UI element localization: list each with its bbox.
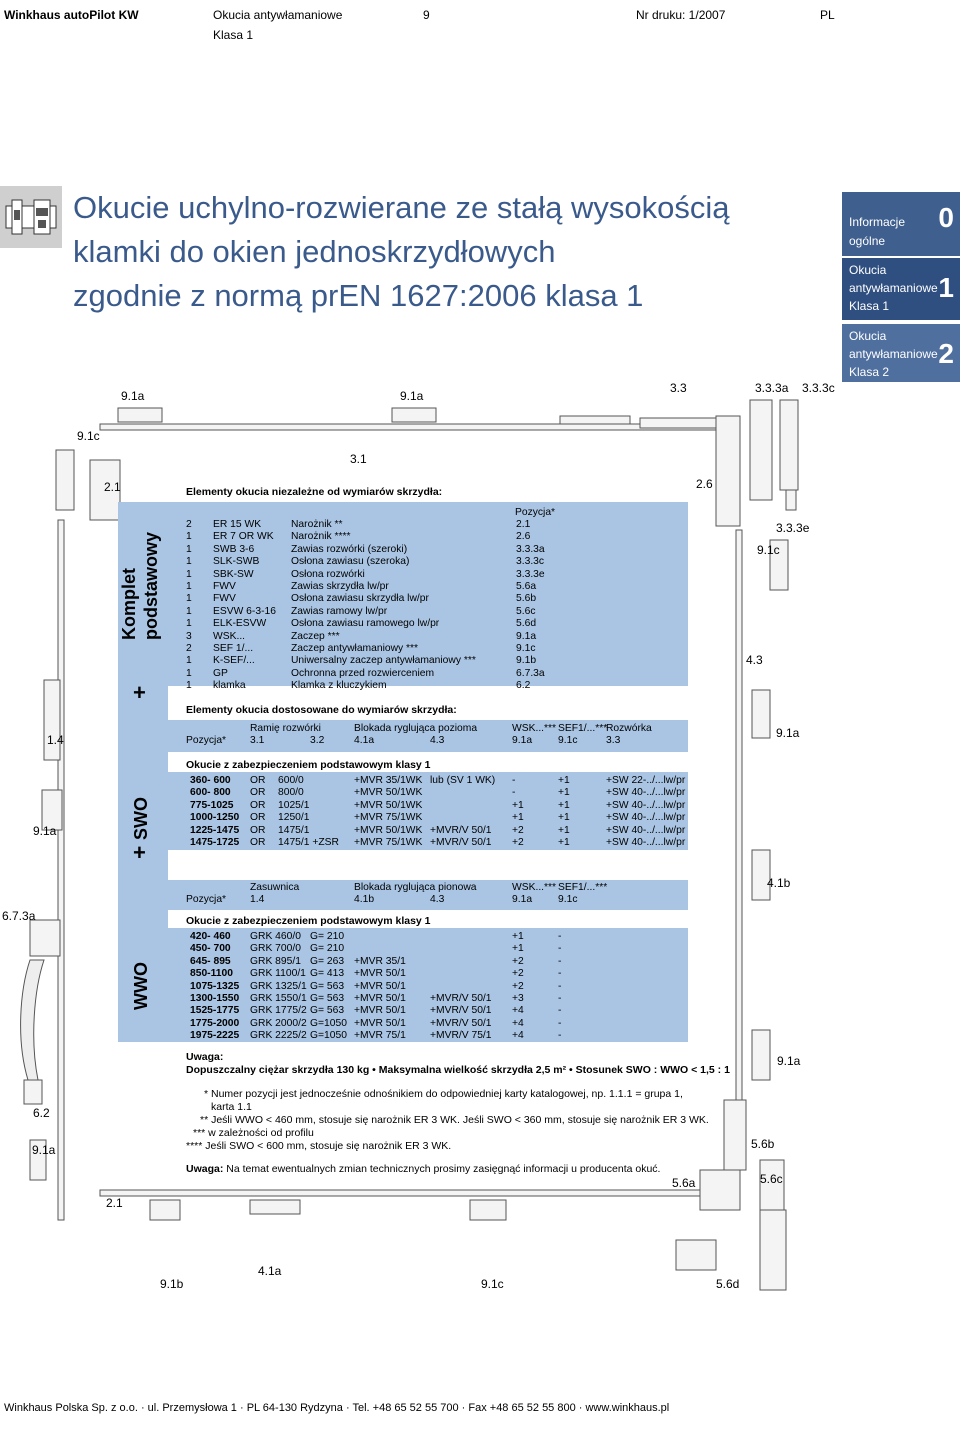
table-row: 1 K-SEF/... Uniwersalny zaczep antywłamaniowy *** 9.1b — [186, 655, 537, 667]
note-limits: Dopuszczalny ciężar skrzydła 130 kg • Maksymalna wielkość skrzydła 2,5 m² • Stosunek SWO : WWO < 1,5 : 1 — [186, 1064, 730, 1076]
swo-vertical-label: SWO — [131, 797, 151, 840]
table-row: 1 SLK-SWB Osłona zawiasu (szeroka) 3.3.3c — [186, 556, 545, 568]
label-9-1a-top-left: 9.1a — [121, 389, 145, 403]
profile-icon — [0, 186, 62, 248]
brand: Winkhaus autoPilot KW — [4, 8, 139, 22]
label-3-3: 3.3 — [670, 381, 687, 395]
swo-table — [186, 775, 686, 849]
label-4-1a: 4.1a — [258, 1264, 282, 1278]
table-row: 3 WSK... Zaczep *** 9.1a — [186, 630, 537, 642]
table-row: 1 klamka Klamka z kluczykiem 6.2 — [186, 680, 531, 692]
label-3-3-3a: 3.3.3a — [755, 381, 789, 395]
table-row: 1 SBK-SW Osłona rozwórki 3.3.3e — [186, 568, 545, 580]
section-name: Okucia antywłamaniowe — [213, 8, 343, 22]
table-row: 450- 700 GRK 700/0 G= 210 +1 - — [190, 943, 562, 955]
label-5-6d: 5.6d — [716, 1277, 740, 1291]
wwo-vertical-label: WWO — [131, 962, 151, 1010]
table-row: 420- 460 GRK 460/0 G= 210 +1 - — [190, 931, 562, 942]
label-9-1b: 9.1b — [160, 1277, 184, 1291]
label-4-1b: 4.1b — [767, 876, 791, 890]
table-row: 1 FWV Osłona zawiasu skrzydła lw/pr 5.6b — [186, 593, 537, 605]
table-row: 1775-2000 GRK 2000/2 G=1050 +MVR 50/1 +MVR/V 50/1 +4 - — [190, 1017, 562, 1029]
table-row: 775-1025 OR 1025/1 +MVR 50/1WK +1 +1 +SW 40-../...lw/pr — [190, 799, 686, 811]
footer: Winkhaus Polska Sp. z o.o. · ul. Przemysłowa 1 · PL 64-130 Rydzyna · Tel. +48 65 52 55 700 · Fax +48 65 52 55 800 · www.winkhaus.pl — [4, 1402, 670, 1414]
label-9-1c-bottom: 9.1c — [481, 1277, 504, 1291]
swo-sub-title: Okucie z zabezpieczeniem podstawowym klasy 1 — [186, 759, 431, 771]
table-row: 1 FWV Zawias skrzydła lw/pr 5.6a — [186, 580, 537, 592]
label-9-1c-right: 9.1c — [757, 543, 780, 557]
label-9-1a-left: 9.1a — [33, 824, 57, 838]
note-1b: karta 1.1 — [211, 1101, 252, 1113]
label-6-7-3a: 6.7.3a — [2, 909, 36, 923]
language: PL — [820, 8, 835, 22]
table-row: 1075-1325 GRK 1325/1 G= 563 +MVR 50/1 +2 - — [190, 980, 562, 992]
tab-general-info[interactable]: Informacje ogólne 0 — [842, 192, 960, 256]
table-row: 1 ESVW 6-3-16 Zawias ramowy lw/pr 5.6c — [186, 605, 536, 617]
table-row: 2 ER 15 WK Narożnik ** 2.1 — [186, 519, 531, 530]
table-row: 850-1100 GRK 1100/1 G= 413 +MVR 50/1 +2 - — [190, 968, 562, 980]
label-6-2: 6.2 — [33, 1106, 50, 1120]
note-3: *** w zależności od profilu — [193, 1127, 314, 1139]
table-row: 360- 600 OR 600/0 +MVR 35/1WK lub (SV 1 WK) - +1 +SW 22-../...lw/pr — [190, 775, 686, 786]
label-9-1c-left: 9.1c — [77, 429, 100, 443]
table-row: 645- 895 GRK 895/1 G= 263 +MVR 35/1 +2 - — [190, 955, 562, 967]
table-row: 600- 800 OR 800/0 +MVR 50/1WK - +1 +SW 40-../...lw/pr — [190, 787, 686, 799]
swo-pos-table: Ramię rozwórki Blokada ryglująca pozioma WSK...*** SEF1/...*** Rozwórka Pozycja* 3.1 3.2 4.1a 4.3 9.1a 9.1c 3.3 — [186, 723, 652, 747]
tab-class-1[interactable]: Okucia antywłamaniowe Klasa 1 1 — [842, 258, 960, 320]
kit-vertical-label: Komplet podstawowy — [119, 531, 161, 640]
tab-class-2[interactable]: Okucia antywłamaniowe Klasa 2 2 — [842, 324, 960, 382]
label-3-3-3c: 3.3.3c — [802, 381, 835, 395]
table-row: 1000-1250 OR 1250/1 +MVR 75/1WK +1 +1 +SW 40-../...lw/pr — [190, 812, 686, 824]
note-uwaga-label: Uwaga: — [186, 1051, 224, 1063]
label-2-1-top: 2.1 — [104, 480, 121, 494]
table-row: 1975-2225 GRK 2225/2 G=1050 +MVR 75/1 +MVR/V 75/1 +4 - — [190, 1030, 562, 1042]
label-1-4: 1.4 — [47, 733, 64, 747]
label-5-6a: 5.6a — [672, 1176, 696, 1190]
plus-sign-2: + — [133, 840, 146, 865]
label-3-1: 3.1 — [350, 452, 367, 466]
note-2: ** Jeśli WWO < 460 mm, stosuje się narożnik ER 3 WK. Jeśli SWO < 360 mm, stosuje się narożnik ER 3 WK. — [200, 1114, 709, 1126]
table-row: 1475-1725 OR 1475/1 +ZSR +MVR 75/1WK +MVR/V 50/1 +2 +1 +SW 40-../...lw/pr — [190, 836, 686, 848]
plus-sign-1: + — [133, 680, 146, 705]
note-changes: Uwaga: Na temat ewentualnych zmian technicznych prosimy zasięgnąć informacji u producenta okuć. — [186, 1163, 661, 1175]
label-2-1-bottom: 2.1 — [106, 1196, 123, 1210]
label-9-1a-right: 9.1a — [776, 726, 800, 740]
table-row: 1300-1550 GRK 1550/1 G= 563 +MVR 50/1 +MVR/V 50/1 +3 - — [190, 992, 562, 1004]
swo-title: Elementy okucia dostosowane do wymiarów skrzydła: — [186, 704, 457, 716]
class-name: Klasa 1 — [213, 28, 254, 42]
note-1: * Numer pozycji jest jednocześnie odnośnikiem do odpowiedniej karty katalogowej, np. 1.1.1 = grupa 1, — [204, 1088, 683, 1100]
table-row: 1 SWB 3-6 Zawias rozwórki (szeroki) 3.3.3a — [186, 543, 545, 555]
print-number: Nr druku: 1/2007 — [636, 8, 726, 22]
label-5-6c: 5.6c — [760, 1172, 783, 1186]
label-9-1a-left-low: 9.1a — [32, 1143, 56, 1157]
kit-pos-header: Pozycja* — [515, 507, 556, 518]
label-4-3: 4.3 — [746, 653, 763, 667]
wwo-table — [186, 931, 686, 1043]
wwo-pos-table: Zasuwnica Blokada ryglująca pionowa WSK...*** SEF1/...*** Pozycja* 1.4 4.1b 4.3 9.1a 9.1c — [186, 882, 608, 906]
wwo-sub-title: Okucie z zabezpieczeniem podstawowym klasy 1 — [186, 915, 431, 927]
table-row: 1225-1475 OR 1475/1 +MVR 50/1WK +MVR/V 50/1 +2 +1 +SW 40-../...lw/pr — [190, 824, 686, 836]
kit-table — [186, 519, 686, 692]
table-row: 1525-1775 GRK 1775/2 G= 563 +MVR 50/1 +MVR/V 50/1 +4 - — [190, 1005, 562, 1017]
table-row: 1 ER 7 OR WK Narożnik **** 2.6 — [186, 531, 531, 543]
table-row: 1 GP Ochronna przed rozwierceniem 6.7.3a — [186, 667, 545, 679]
kit-title: Elementy okucia niezależne od wymiarów skrzydła: — [186, 486, 443, 498]
table-row: 1 ELK-ESVW Osłona zawiasu ramowego lw/pr 5.6d — [186, 618, 537, 630]
label-3-3-3e: 3.3.3e — [776, 521, 810, 535]
note-4: **** Jeśli SWO < 600 mm, stosuje się narożnik ER 3 WK. — [186, 1140, 452, 1152]
page-title: Okucie uchylno-rozwierane ze stałą wysokością klamki do okien jednoskrzydłowych zgodnie z normą prEN 1627:2006 klasa 1 — [73, 190, 730, 313]
label-9-1a-right-low: 9.1a — [777, 1054, 801, 1068]
label-2-6: 2.6 — [696, 477, 713, 491]
label-5-6b: 5.6b — [751, 1137, 775, 1151]
page-number: 9 — [423, 8, 430, 22]
table-row: 2 SEF 1/... Zaczep antywłamaniowy *** 9.1c — [186, 642, 536, 654]
label-9-1a-top: 9.1a — [400, 389, 424, 403]
